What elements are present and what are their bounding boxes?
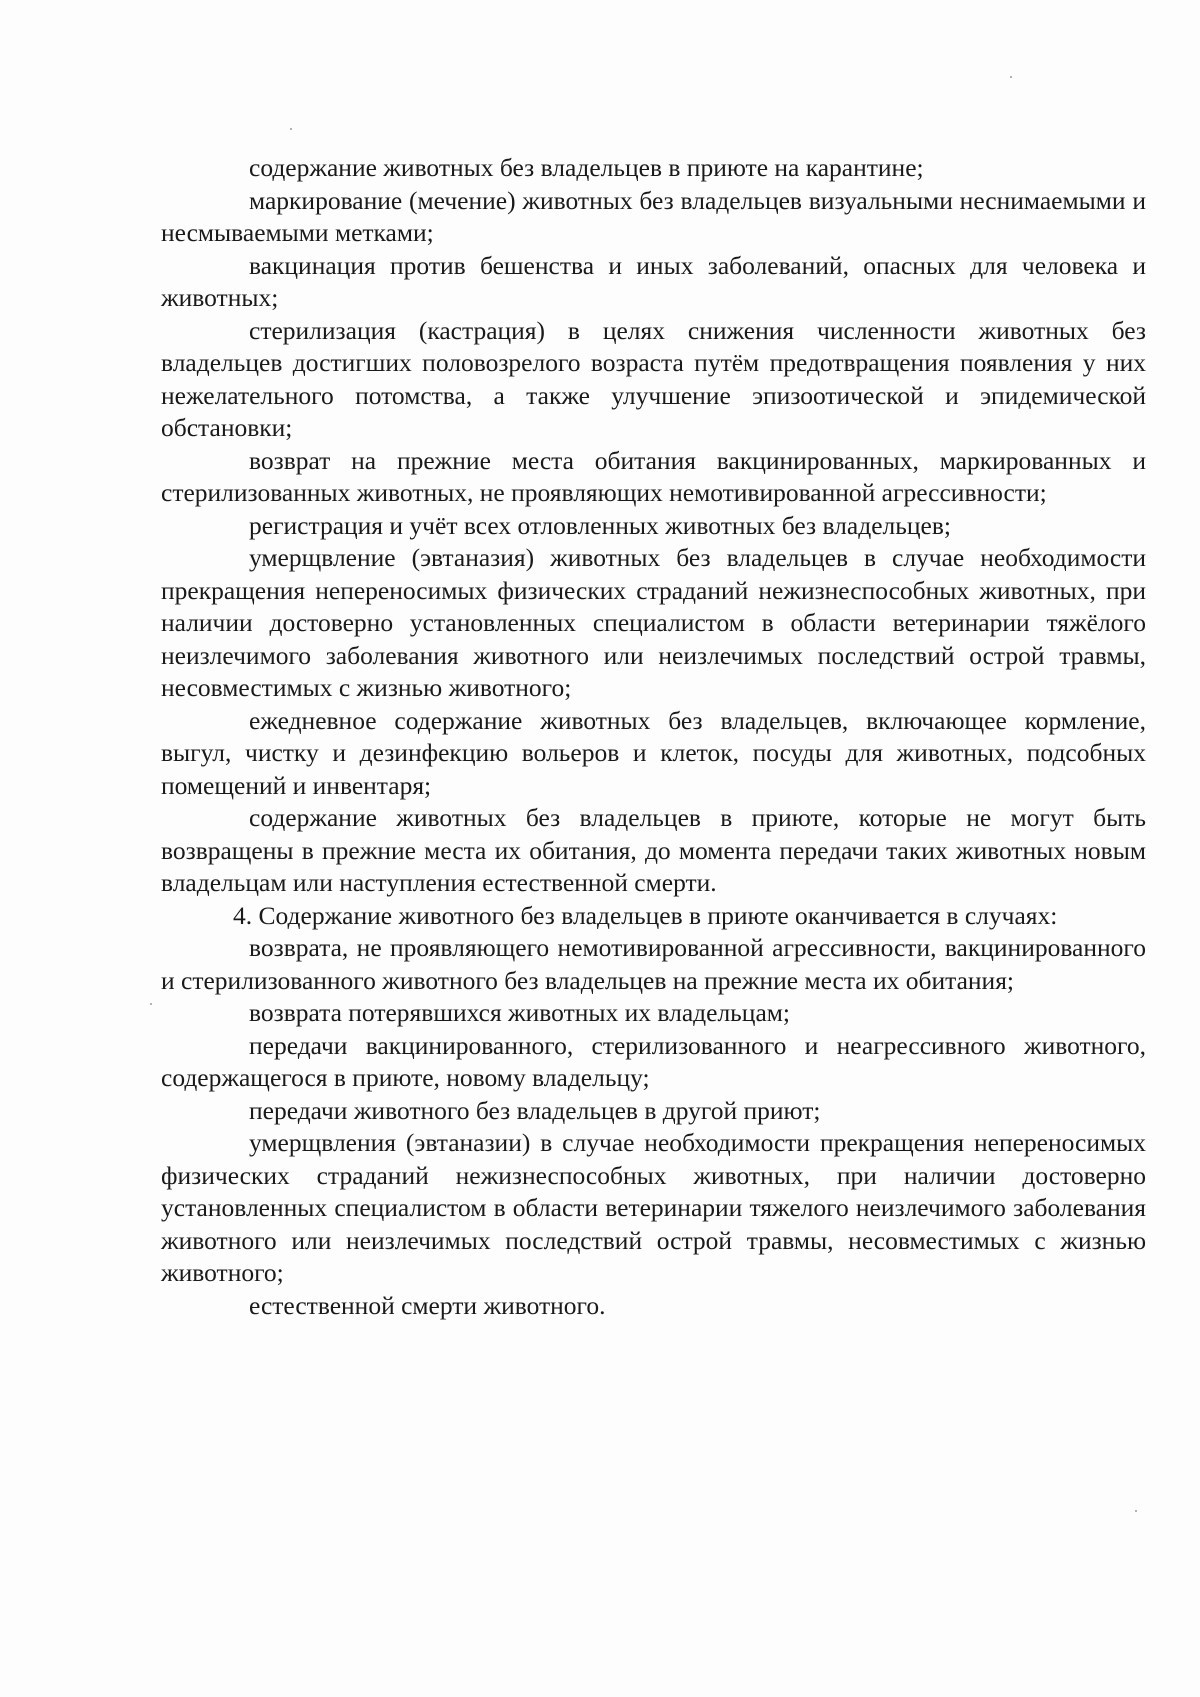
paragraph-end-other-shelter: передачи животного без владельцев в другой приют; [249,1095,821,1125]
scan-speck [1135,1510,1137,1512]
paragraph-return-to-habitat: возврат на прежние места обитания вакцинированных, маркированных и стерилизованных животных, не проявляющих немотивированной агрессивности; [161,445,1146,507]
paragraph-end-return: возврата, не проявляющего немотивированной агрессивности, вакцинированного и стерилизованного животного без владельцев на прежние места их обитания; [161,933,1146,995]
scan-speck [150,1003,152,1005]
paragraph-euthanasia: умерщвление (эвтаназия) животных без владельцев в случае необходимости прекращения непереносимых физических страданий нежизнеспособных животных, при наличии достоверно установленных специалистом в области ветеринарии тяжёлого неизлечимого заболевания животного или неизлечимых последствий острой травмы, несовместимых с жизнью животного; [161,543,1146,702]
paragraph-daily-care: ежедневное содержание животных без владельцев, включающее кормление, выгул, чистку и дезинфекцию вольеров и клеток, посуды для животных, подсобных помещений и инвентаря; [161,705,1146,800]
paragraph-vaccination: вакцинация против бешенства и иных заболеваний, опасных для человека и животных; [161,250,1146,312]
paragraph-long-term-keeping: содержание животных без владельцев в приюте, которые не могут быть возвращены в прежние места их обитания, до момента передачи таких животных новым владельцам или наступления естественной смерти. [161,803,1146,897]
paragraph-quarantine: содержание животных без владельцев в приюте на карантине; [249,153,924,182]
paragraph-marking: маркирование (мечение) животных без владельцев визуальными неснимаемыми и несмываемыми метками; [161,185,1146,247]
paragraph-end-natural-death: естественной смерти животного. [249,1290,606,1320]
paragraph-end-new-owner: передачи вакцинированного, стерилизованного и неагрессивного животного, содержащегося в приюте, новому владельцу; [161,1030,1146,1092]
paragraph-end-euthanasia: умерщвления (эвтаназии) в случае необходимости прекращения непереносимых физических страданий нежизнеспособных животных, при наличии достоверно установленных специалистом в области ветеринарии тяжелого неизлечимого заболевания животного или неизлечимых последствий острой травмы, несовместимых с жизнью животного; [161,1128,1146,1287]
document-body [161,152,1146,1322]
paragraph-sterilization: стерилизация (кастрация) в целях снижения численности животных без владельцев достигших половозрелого возраста путём предотвращения появления у них нежелательного потомства, а также улучшение эпизоотической и эпидемической обстановки; [161,315,1146,442]
scan-speck [1010,76,1012,78]
paragraph-end-owner-return: возврата потерявшихся животных их владельцам; [249,998,790,1027]
scan-speck [290,128,292,130]
paragraph-registration: регистрация и учёт всех отловленных животных без владельцев; [249,510,951,540]
paragraph-clause-4: 4. Содержание животного без владельцев в приюте оканчивается в случаях: [233,900,1058,930]
